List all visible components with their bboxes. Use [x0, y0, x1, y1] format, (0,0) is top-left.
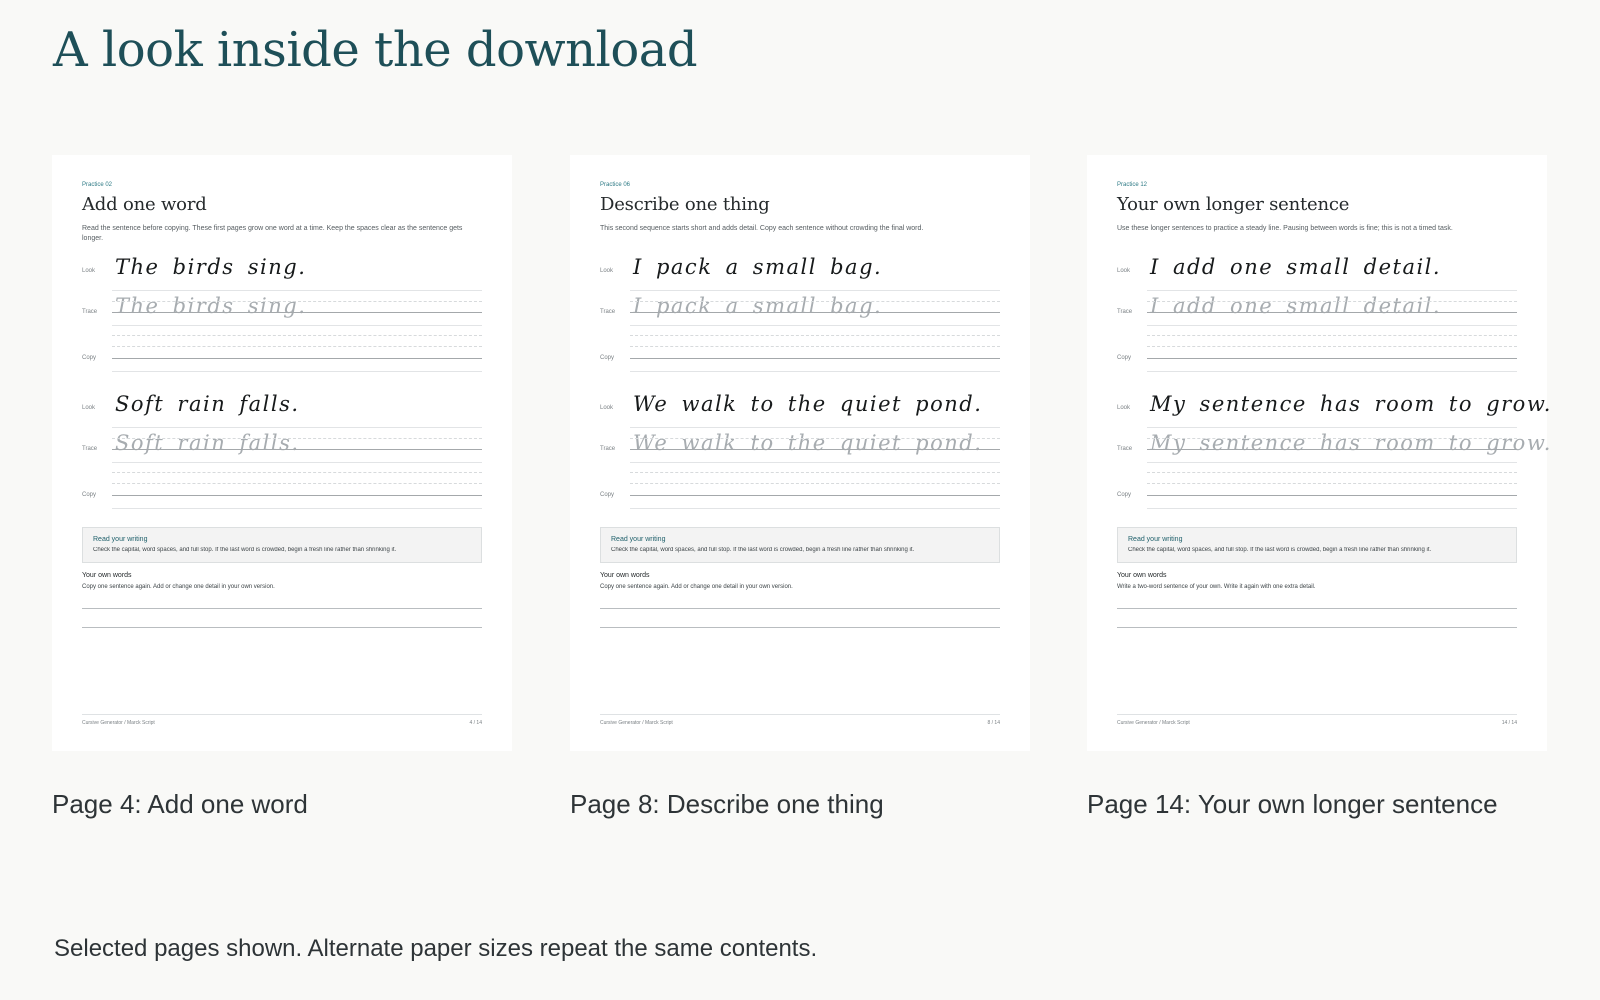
guide-line	[630, 438, 1000, 439]
guide-line	[112, 508, 482, 509]
guide-line	[112, 427, 482, 428]
footer-source: Cursive Generator / Marck Script	[82, 720, 155, 726]
model-sentence: We walk to the quiet pond.	[633, 392, 983, 416]
trace-sentence: Soft rain falls.	[115, 431, 300, 455]
footer-source: Cursive Generator / Marck Script	[1117, 720, 1190, 726]
writing-line	[82, 627, 482, 628]
baseline	[112, 449, 482, 450]
writing-line	[1117, 608, 1517, 609]
copy-label: Copy	[82, 492, 97, 498]
model-sentence: I add one small detail.	[1150, 255, 1442, 279]
practice-label: Practice 02	[82, 182, 113, 188]
practice-exercise	[1117, 389, 1552, 526]
read-box-text: Check the capital, word spaces, and full stop. If the last word is crowded, begin a fresh line rather than shrinking it.	[611, 547, 915, 553]
own-words-title: Your own words	[1117, 572, 1167, 579]
worksheet-title: Describe one thing	[600, 194, 770, 215]
look-label: Look	[82, 268, 96, 274]
worksheet-intro: Use these longer sentences to practice a steady line. Pausing between words is fine; this is not a timed task.	[1117, 225, 1453, 232]
guide-line	[630, 346, 1000, 347]
baseline	[630, 312, 1000, 313]
look-label: Look	[1117, 405, 1131, 411]
practice-exercise	[82, 389, 482, 526]
baseline	[112, 358, 482, 359]
page-caption: Page 4: Add one word	[52, 789, 308, 819]
read-your-writing-box	[600, 527, 1000, 563]
worksheet-preview	[570, 155, 1030, 751]
look-label: Look	[600, 268, 614, 274]
guide-line	[630, 508, 1000, 509]
guide-line	[112, 346, 482, 347]
baseline	[1147, 358, 1517, 359]
footer-page-number: 14 / 14	[1501, 720, 1517, 726]
copy-label: Copy	[82, 355, 97, 361]
baseline	[112, 495, 482, 496]
footnote: Selected pages shown. Alternate paper sizes repeat the same contents.	[54, 935, 818, 962]
copy-label: Copy	[600, 492, 615, 498]
practice-exercise	[1117, 252, 1517, 389]
trace-sentence: I pack a small bag.	[633, 294, 883, 318]
read-box-text: Check the capital, word spaces, and full stop. If the last word is crowded, begin a fresh line rather than shrinking it.	[93, 547, 397, 553]
trace-label: Trace	[1117, 309, 1133, 315]
writing-line	[600, 608, 1000, 609]
guide-line	[1147, 462, 1517, 463]
trace-label: Trace	[600, 446, 616, 452]
guide-line	[1147, 483, 1517, 484]
worksheet-footer	[82, 714, 482, 726]
worksheet-intro: This second sequence starts short and adds detail. Copy each sentence without crowding the final word.	[600, 225, 924, 232]
guide-line	[112, 371, 482, 372]
guide-line	[630, 483, 1000, 484]
writing-line	[1117, 627, 1517, 628]
guide-line	[1147, 325, 1517, 326]
worksheet-footer	[600, 714, 1000, 726]
read-your-writing-box	[82, 527, 482, 563]
copy-label: Copy	[600, 355, 615, 361]
model-sentence: My sentence has room to grow.	[1150, 392, 1552, 416]
trace-label: Trace	[82, 446, 98, 452]
baseline	[630, 449, 1000, 450]
guide-line	[112, 325, 482, 326]
worksheet-preview	[1087, 155, 1552, 751]
practice-label: Practice 06	[600, 182, 631, 188]
guide-line	[630, 290, 1000, 291]
writing-line	[82, 608, 482, 609]
footer-page-number: 8 / 14	[987, 720, 1000, 726]
guide-line	[630, 462, 1000, 463]
guide-line	[1147, 371, 1517, 372]
guide-line	[630, 472, 1000, 473]
preview-card	[52, 155, 512, 820]
own-words-text: Write a two-word sentence of your own. Write it again with one extra detail.	[1117, 584, 1316, 590]
guide-line	[112, 462, 482, 463]
guide-line	[112, 483, 482, 484]
model-sentence: I pack a small bag.	[633, 255, 883, 279]
trace-sentence: We walk to the quiet pond.	[633, 431, 983, 455]
guide-line	[1147, 301, 1517, 302]
look-label: Look	[600, 405, 614, 411]
practice-exercise	[82, 252, 482, 389]
guide-line	[630, 427, 1000, 428]
guide-line	[630, 325, 1000, 326]
read-box-text: Check the capital, word spaces, and full stop. If the last word is crowded, begin a fresh line rather than shrinking it.	[1128, 547, 1432, 553]
own-words-title: Your own words	[82, 572, 132, 579]
baseline	[1147, 312, 1517, 313]
own-words-text: Copy one sentence again. Add or change one detail in your own version.	[82, 584, 275, 590]
practice-exercise	[600, 252, 1000, 389]
page-caption: Page 8: Describe one thing	[570, 789, 884, 819]
read-box-title: Read your writing	[611, 536, 666, 543]
model-sentence: Soft rain falls.	[115, 392, 300, 416]
trace-sentence: My sentence has room to grow.	[1150, 431, 1552, 455]
guide-line	[1147, 472, 1517, 473]
baseline	[630, 358, 1000, 359]
own-words-title: Your own words	[600, 572, 650, 579]
read-your-writing-box	[1117, 527, 1517, 563]
trace-sentence: The birds sing.	[115, 294, 307, 318]
preview-card	[1087, 155, 1552, 820]
read-box-title: Read your writing	[93, 536, 148, 543]
practice-exercise	[600, 389, 1000, 526]
guide-line	[112, 301, 482, 302]
guide-line	[112, 438, 482, 439]
worksheet-title: Add one word	[82, 194, 207, 215]
own-words-text: Copy one sentence again. Add or change one detail in your own version.	[600, 584, 793, 590]
guide-line	[630, 335, 1000, 336]
page-caption: Page 14: Your own longer sentence	[1087, 789, 1498, 819]
guide-line	[1147, 438, 1517, 439]
worksheet-footer	[1117, 714, 1517, 726]
worksheet-intro: Read the sentence before copying. These first pages grow one word at a time. Keep the spaces clear as the sentence gets longer.	[82, 225, 463, 242]
guide-line	[1147, 508, 1517, 509]
guide-line	[1147, 335, 1517, 336]
baseline	[112, 312, 482, 313]
worksheet-title: Your own longer sentence	[1117, 194, 1350, 215]
guide-line	[112, 290, 482, 291]
trace-label: Trace	[82, 309, 98, 315]
baseline	[1147, 495, 1517, 496]
guide-line	[112, 335, 482, 336]
baseline	[1147, 449, 1517, 450]
footer-source: Cursive Generator / Marck Script	[600, 720, 673, 726]
writing-line	[600, 627, 1000, 628]
page-title: A look inside the download	[53, 22, 698, 78]
trace-label: Trace	[1117, 446, 1133, 452]
footer-page-number: 4 / 14	[469, 720, 482, 726]
look-label: Look	[82, 405, 96, 411]
read-box-title: Read your writing	[1128, 536, 1183, 543]
worksheet-preview	[52, 155, 512, 751]
preview-card	[570, 155, 1030, 820]
trace-label: Trace	[600, 309, 616, 315]
guide-line	[1147, 427, 1517, 428]
look-label: Look	[1117, 268, 1131, 274]
guide-line	[630, 371, 1000, 372]
copy-label: Copy	[1117, 355, 1132, 361]
guide-line	[112, 472, 482, 473]
baseline	[630, 495, 1000, 496]
guide-line	[1147, 290, 1517, 291]
practice-label: Practice 12	[1117, 182, 1148, 188]
model-sentence: The birds sing.	[115, 255, 307, 279]
guide-line	[1147, 346, 1517, 347]
copy-label: Copy	[1117, 492, 1132, 498]
trace-sentence: I add one small detail.	[1150, 294, 1442, 318]
guide-line	[630, 301, 1000, 302]
